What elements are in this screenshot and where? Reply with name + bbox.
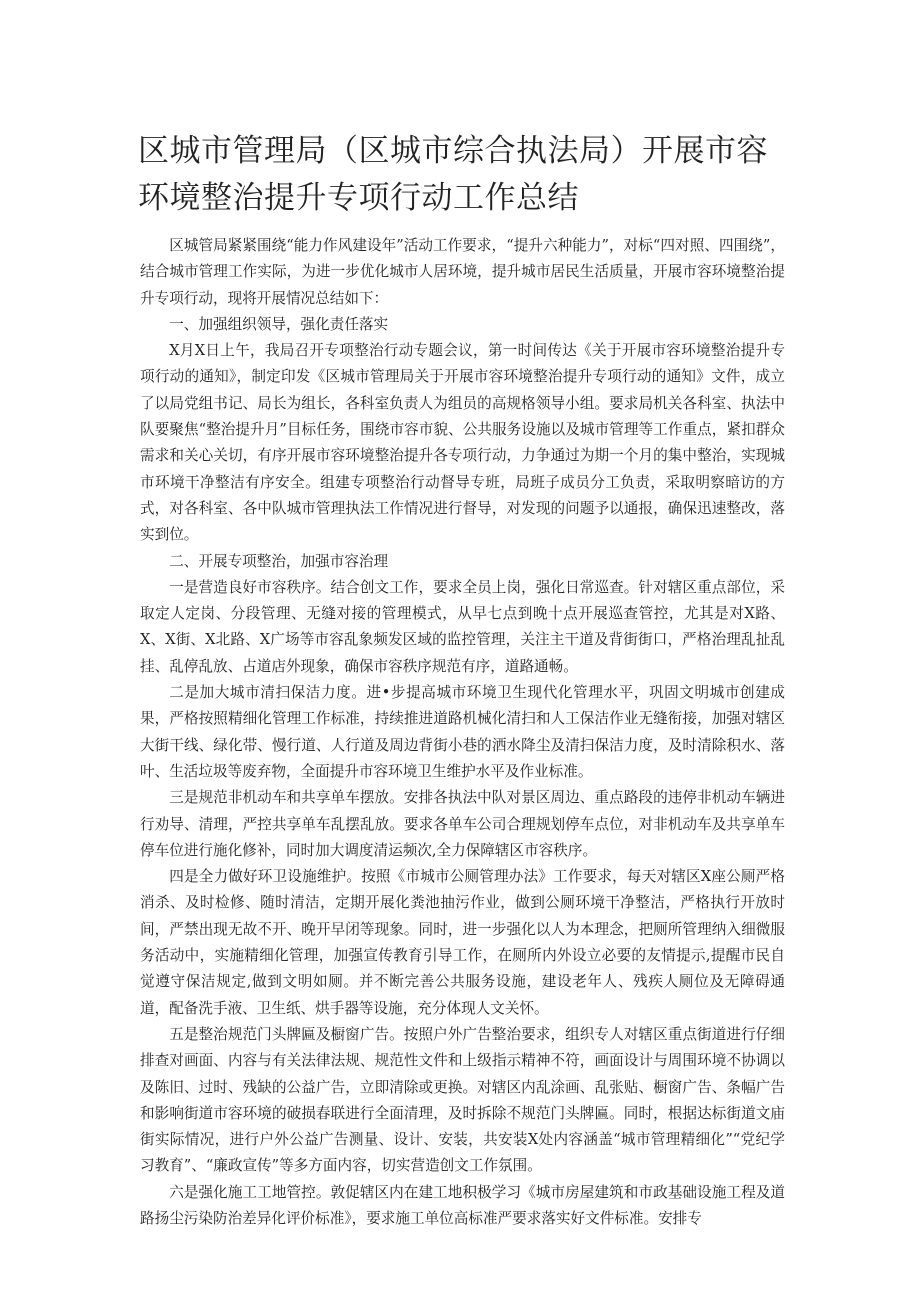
section-heading-2: 二、开展专项整治，加强市容治理	[169, 552, 389, 570]
document-title: 区城市管理局（区城市综合执法局）开展市容环境整治提升专项行动工作总结	[138, 133, 768, 216]
item-3-paragraph: 三是规范非机动车和共享单车摆放。安排各执法中队对景区周边、重点路段的违停非机动车辆进行劝导、清理，严控共享单车乱摆乱放。要求各单车公司合理规划停车点位，对非机动车及共享单车停车位进行施化修补，同时加大调度清运频次,全力保障辖区市容秩序。	[140, 789, 785, 859]
item-5-paragraph: 五是整治规范门头牌匾及橱窗广告。按照户外广告整治要求，组织专人对辖区重点街道进行仔细排查对画面、内容与有关法律法规、规范性文件和上级指示精神不符，画面设计与周围环境不协调以及陈旧、过时、残缺的公益广告，立即清除或更换。对辖区内乱涂画、乱张贴、橱窗广告、条幅广告和影响街道市容环境的破损春联进行全面清理，及时拆除不规范门头牌匾。同时，根据达标街道文庙街实际情况，进行户外公益广告测量、设计、安装，共安装X处内容涵盖“城市管理精细化”“党纪学习教育”、“廉政宣传”等多方面内容，切实营造创文工作氛围。	[140, 1025, 785, 1175]
item-6-paragraph: 六是强化施工工地管控。敦促辖区内在建工地积极学习《城市房屋建筑和市政基础设施工程及道路扬尘污染防治差异化评价标准》，要求施工单位高标准严要求落实好文件标准。安排专	[140, 1183, 785, 1227]
item-1-paragraph: 一是营造良好市容秩序。结合创文工作，要求全员上岗，强化日常巡查。针对辖区重点部位，采取定人定岗、分段管理、无缝对接的管理模式，从早七点到晚十点开展巡查管控，尤其是对X路、X、X街、X北路、X广场等市容乱象频发区域的监控管理，关注主干道及背街街口，严格治理乱扯乱挂、乱停乱放、占道店外现象，确保市容秩序规范有序，道路通畅。	[140, 578, 785, 675]
intro-paragraph: 区城管局紧紧围绕“能力作风建设年”活动工作要求，“提升六种能力”，对标“四对照、四围绕”，结合城市管理工作实际，为进一步优化城市人居环境，提升城市居民生活质量，开展市容环境整治提升专项行动，现将开展情况总结如下：	[140, 237, 785, 307]
section-heading-1: 一、加强组织领导，强化责任落实	[169, 315, 389, 333]
section-1-paragraph: X月X日上午，我局召开专项整治行动专题会议，第一时间传达《关于开展市容环境整治提升专项行动的通知》，制定印发《区城市管理局关于开展市容环境整治提升专项行动的通知》文件，成立了以局党组书记、局长为组长，各科室负责人为组员的高规格领导小组。要求局机关各科室、执法中队要聚焦“整治提升月”目标任务，围绕市容市貌、公共服务设施以及城市管理等工作重点，紧扣群众需求和关心关切，有序开展市容环境整治提升各专项行动，力争通过为期一个月的集中整治，实现城市环境干净整洁有序安全。组建专项整治行动督导专班，局班子成员分工负责，采取明察暗访的方式，对各科室、各中队城市管理执法工作情况进行督导，对发现的问题予以通报，确保迅速整改，落实到位。	[140, 342, 785, 544]
document-body	[140, 233, 785, 1232]
item-4-paragraph: 四是全力做好环卫设施维护。按照《市城市公厕管理办法》工作要求，每天对辖区X座公厕严格消杀、及时检修、随时清洁，定期开展化粪池抽污作业，做到公厕环境干净整洁，严格执行开放时间，严禁出现无故不开、晚开早闭等现象。同时，进一步强化以人为本理念，把厕所管理纳入细微服务活动中，实施精细化管理，加强宣传教育引导工作，在厕所内外设立必要的友情提示,提醒市民自觉遵守保洁规定,做到文明如厕。并不断完善公共服务设施，建设老年人、残疾人厕位及无障碍通道，配备洗手液、卫生纸、烘手器等设施，充分体现人文关怀。	[140, 868, 785, 1017]
item-2-paragraph: 二是加大城市清扫保洁力度。进•步提高城市环境卫生现代化管理水平，巩固文明城市创建成果，严格按照精细化管理工作标准，持续推进道路机械化清扫和人工保洁作业无缝衔接，加强对辖区大街干线、绿化带、慢行道、人行道及周边背街小巷的洒水降尘及清扫保洁力度，及时清除积水、落叶、生活垃圾等废弃物，全面提升市容环境卫生维护水平及作业标准。	[140, 684, 785, 780]
